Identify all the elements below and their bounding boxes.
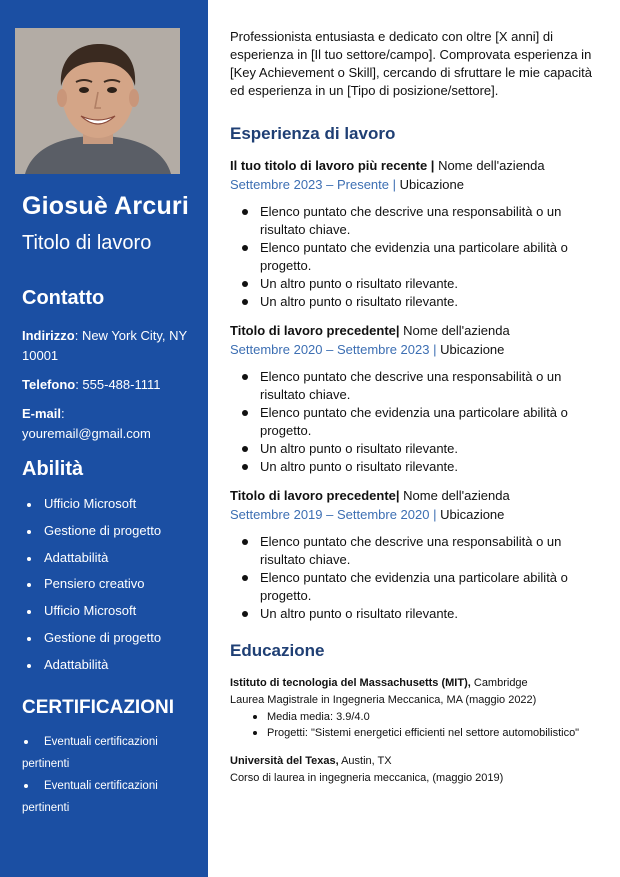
- job-title: Titolo di lavoro precedente: [230, 323, 396, 338]
- skill-item: Gestione di progetto: [22, 518, 208, 545]
- contact-email: [22, 404, 197, 444]
- job-title-line: [230, 156, 602, 175]
- education-school-line: [230, 753, 602, 770]
- job-bullet: Un altro punto o risultato rilevante.: [230, 440, 602, 458]
- job-dates: Settembre 2019 – Settembre 2020: [230, 507, 430, 522]
- email-label: E-mail: [22, 406, 62, 421]
- job-dates-line: [230, 175, 602, 195]
- job-bullet: Un altro punto o risultato rilevante.: [230, 605, 602, 623]
- job-dates-line: [230, 340, 602, 360]
- certification-item: Eventuali certificazioni pertinenti: [22, 731, 202, 775]
- education-entry: [230, 753, 602, 787]
- certifications-heading: CERTIFICAZIONI: [22, 696, 174, 718]
- job-bullets: [230, 368, 602, 476]
- education-entry: [230, 675, 602, 741]
- job-bullet: Elenco puntato che evidenzia una particolare abilità o progetto.: [230, 569, 602, 605]
- address-label: Indirizzo: [22, 328, 75, 343]
- contact-address: [22, 326, 197, 366]
- skill-item: Pensiero creativo: [22, 571, 208, 598]
- job-title-line: [230, 321, 602, 340]
- skills-heading: Abilità: [22, 458, 84, 480]
- skill-item: Adattabilità: [22, 652, 208, 679]
- main-content: [230, 28, 602, 787]
- education-bullets: [230, 709, 602, 741]
- education-heading: Educazione: [230, 641, 325, 660]
- job-title-line: [230, 486, 602, 505]
- job-dates-line: [230, 505, 602, 525]
- candidate-name: Giosuè Arcuri: [22, 192, 189, 220]
- professional-summary: Professionista entusiasta e dedicato con oltre [X anni] di esperienza in [Il tuo settore/campo]. Comprovata esperienza in [Key Achievement o Skill], cercando di sfruttare le mie capacità ed esperienza in un [Tipo di posizione/settore].: [230, 29, 593, 98]
- job-location: Ubicazione: [399, 177, 464, 192]
- job-company: Nome dell'azienda: [403, 488, 510, 503]
- job-bullet: Elenco puntato che descrive una responsabilità o un risultato chiave.: [230, 368, 602, 404]
- skill-item: Ufficio Microsoft: [22, 491, 208, 518]
- job-bullet: Elenco puntato che evidenzia una particolare abilità o progetto.: [230, 239, 602, 275]
- job-dates: Settembre 2020 – Settembre 2023: [230, 342, 430, 357]
- phone-label: Telefono: [22, 377, 76, 392]
- job-bullet: Un altro punto o risultato rilevante.: [230, 275, 602, 293]
- education-bullet: Media media: 3.9/4.0: [230, 709, 602, 725]
- skill-item: Gestione di progetto: [22, 625, 208, 652]
- education-location: Austin, TX: [338, 755, 392, 767]
- job-title-separator: |: [395, 488, 404, 503]
- job-bullet: Elenco puntato che evidenzia una particolare abilità o progetto.: [230, 404, 602, 440]
- education-degree: Corso di laurea in ingegneria meccanica, (maggio 2019): [230, 772, 504, 784]
- address-value: : New York City, NY 10001: [22, 328, 187, 363]
- candidate-job-title: Titolo di lavoro: [22, 232, 152, 254]
- skill-item: Adattabilità: [22, 545, 208, 572]
- education-school: Istituto di tecnologia del Massachusetts (MIT),: [230, 677, 471, 689]
- job-dates-separator: |: [389, 177, 400, 192]
- job-title-separator: |: [427, 158, 439, 173]
- job-bullet: Un altro punto o risultato rilevante.: [230, 458, 602, 476]
- job-entry: [230, 321, 602, 476]
- job-bullets: [230, 533, 602, 623]
- education-location: Cambridge: [470, 677, 528, 689]
- job-bullet: Elenco puntato che descrive una responsabilità o un risultato chiave.: [230, 203, 602, 239]
- job-entry: [230, 486, 602, 623]
- job-bullets: [230, 203, 602, 311]
- certifications-list: [22, 731, 202, 819]
- education-degree: Laurea Magistrale in Ingegneria Meccanica, MA (maggio 2022): [230, 694, 537, 706]
- education-school: Università del Texas,: [230, 755, 339, 767]
- job-title: Titolo di lavoro precedente: [230, 488, 396, 503]
- job-dates-separator: |: [429, 342, 441, 357]
- skills-list: [22, 491, 208, 679]
- job-location: Ubicazione: [440, 507, 505, 522]
- experience-heading: Esperienza di lavoro: [230, 124, 396, 143]
- job-company: Nome dell'azienda: [438, 158, 545, 173]
- profile-photo: [15, 28, 180, 174]
- contact-heading: Contatto: [22, 287, 105, 309]
- job-company: Nome dell'azienda: [403, 323, 510, 338]
- job-entry: [230, 156, 602, 311]
- job-bullet: Elenco puntato che descrive una responsabilità o un risultato chiave.: [230, 533, 602, 569]
- email-value: : youremail@gmail.com: [22, 406, 151, 441]
- phone-value: : 555-488-1111: [75, 377, 161, 392]
- profile-photo-image: [15, 28, 180, 174]
- education-school-line: [230, 675, 602, 692]
- sidebar: [0, 0, 208, 877]
- job-dates-separator: |: [429, 507, 441, 522]
- job-location: Ubicazione: [440, 342, 505, 357]
- contact-phone: [22, 375, 197, 395]
- job-title-separator: |: [395, 323, 404, 338]
- job-bullet: Un altro punto o risultato rilevante.: [230, 293, 602, 311]
- skill-item: Ufficio Microsoft: [22, 598, 208, 625]
- job-dates: Settembre 2023 – Presente: [230, 177, 389, 192]
- education-bullet: Progetti: "Sistemi energetici efficienti nel settore automobilistico": [230, 725, 602, 741]
- job-title: Il tuo titolo di lavoro più recente: [230, 158, 428, 173]
- certification-item: Eventuali certificazioni pertinenti: [22, 775, 202, 819]
